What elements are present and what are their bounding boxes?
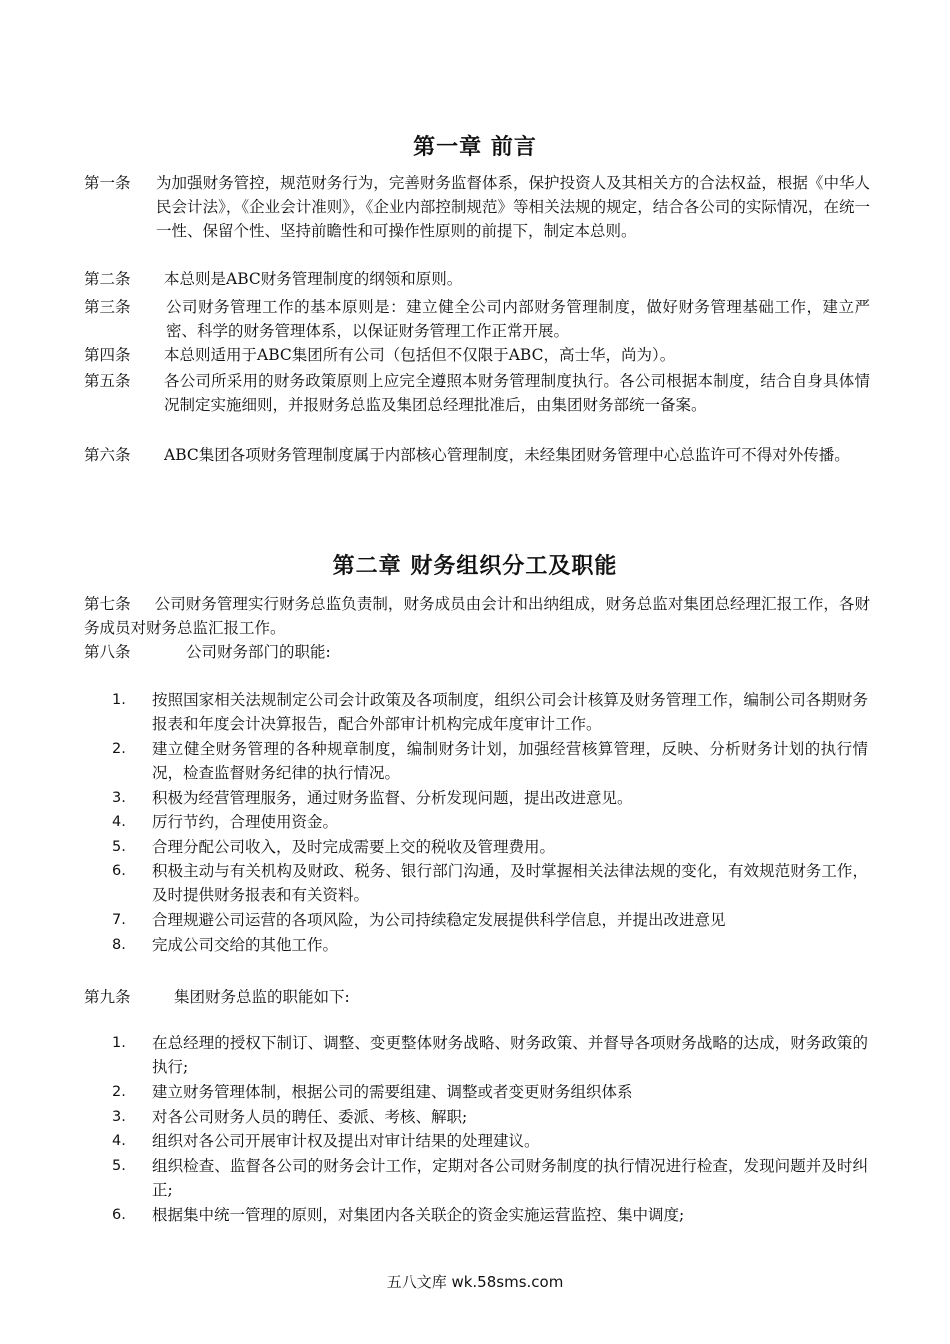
article-8 <box>84 640 870 664</box>
article-6 <box>84 443 870 467</box>
list-item <box>112 1105 868 1129</box>
list-item <box>112 1031 868 1079</box>
list-text: 积极主动与有关机构及财政、税务、银行部门沟通，及时掌握相关法律法规的变化，有效规范财务工作，及时提供财务报表和有关资料。 <box>152 862 868 904</box>
list-text: 厉行节约，合理使用资金。 <box>152 813 339 831</box>
article-5 <box>84 369 870 417</box>
footer-watermark: 五八文库 wk.58sms.com <box>386 1273 564 1291</box>
article-text: ABC集团各项财务管理制度属于内部核心管理制度，未经集团财务管理中心总监许可不得对外传播。 <box>164 446 850 464</box>
list-number: 5. <box>112 1158 126 1174</box>
list-text: 组织对各公司开展审计权及提出对审计结果的处理建议。 <box>152 1132 540 1150</box>
list-number: 1. <box>112 1035 126 1051</box>
list-text: 建立财务管理体制，根据公司的需要组建、调整或者变更财务组织体系 <box>152 1083 633 1101</box>
article-text: 为加强财务管控，规范财务行为，完善财务监督体系，保护投资人及其相关方的合法权益，根据《中华人民会计法》，《企业会计准则》，《企业内部控制规范》等相关法规的规定，结合各公司的实际情况，在统一一性、保留个性、坚持前瞻性和可操作性原则的前提下，制定本总则。 <box>156 174 870 240</box>
list-text: 积极为经营管理服务，通过财务监督、分析发现问题，提出改进意见。 <box>152 789 633 807</box>
list-item <box>112 835 868 859</box>
list-item <box>112 908 868 932</box>
list-text: 在总经理的授权下制订、调整、变更整体财务战略、财务政策、并督导各项财务战略的达成，财务政策的执行; <box>152 1034 868 1076</box>
list-number: 7. <box>112 912 126 928</box>
article-text: 公司财务管理实行财务总监负责制，财务成员由会计和出纳组成，财务总监对集团总经理汇报工作，各财务成员对财务总监汇报工作。 <box>84 595 870 637</box>
article-label: 第一条 <box>84 174 131 192</box>
list-number: 4. <box>112 814 126 830</box>
article-label: 第二条 <box>84 270 131 288</box>
article-text: 各公司所采用的财务政策原则上应完全遵照本财务管理制度执行。各公司根据本制度，结合自身具体情况制定实施细则，并报财务总监及集团总经理批准后，由集团财务部统一备案。 <box>164 372 870 414</box>
chapter-2-title: 第二章 财务组织分工及职能 <box>332 554 618 579</box>
article-text: 本总则适用于ABC集团所有公司（包括但不仅限于ABC，高士华，尚为）。 <box>164 346 676 364</box>
list-text: 对各公司财务人员的聘任、委派、考核、解职; <box>152 1108 468 1126</box>
list-text: 根据集中统一管理的原则，对集团内各关联企的资金实施运营监控、集中调度; <box>152 1206 685 1224</box>
list-number: 6. <box>112 1207 126 1223</box>
list-text: 按照国家相关法规制定公司会计政策及各项制度，组织公司会计核算及财务管理工作，编制公司各期财务报表和年度会计决算报告，配合外部审计机构完成年度审计工作。 <box>152 691 868 733</box>
article-text: 集团财务总监的职能如下: <box>174 988 350 1006</box>
article-7 <box>84 592 870 640</box>
article-label: 第五条 <box>84 372 131 390</box>
list-item <box>112 1080 868 1104</box>
article-label: 第七条 <box>84 595 131 613</box>
list-item <box>112 1154 868 1202</box>
article-label: 第四条 <box>84 346 131 364</box>
list-item <box>112 1203 868 1227</box>
list-item <box>112 688 868 736</box>
list-text: 建立健全财务管理的各种规章制度，编制财务计划，加强经营核算管理，反映、分析财务计划的执行情况，检查监督财务纪律的执行情况。 <box>152 740 868 782</box>
list-text: 合理规避公司运营的各项风险，为公司持续稳定发展提供科学信息，并提出改进意见 <box>152 911 726 929</box>
article-text: 公司财务管理工作的基本原则是：建立健全公司内部财务管理制度，做好财务管理基础工作，建立严密、科学的财务管理体系，以保证财务管理工作正常开展。 <box>166 298 870 340</box>
chapter-1-title: 第一章 前言 <box>413 135 537 160</box>
article-9 <box>84 985 870 1009</box>
list-number: 4. <box>112 1133 126 1149</box>
article-2 <box>84 267 870 291</box>
list-text: 组织检查、监督各公司的财务会计工作，定期对各公司财务制度的执行情况进行检查，发现问题并及时纠正; <box>152 1157 868 1199</box>
list-text: 合理分配公司收入，及时完成需要上交的税收及管理费用。 <box>152 838 556 856</box>
article-4 <box>84 343 870 367</box>
list-number: 1. <box>112 692 126 708</box>
list-item <box>112 933 868 957</box>
list-text: 完成公司交给的其他工作。 <box>152 936 339 954</box>
list-item <box>112 859 868 907</box>
list-number: 5. <box>112 839 126 855</box>
article-text: 本总则是ABC财务管理制度的纲领和原则。 <box>164 270 463 288</box>
article-3 <box>84 295 870 343</box>
list-number: 3. <box>112 1109 126 1125</box>
article-1 <box>84 171 870 243</box>
list-number: 2. <box>112 741 126 757</box>
article-label: 第八条 <box>84 643 131 661</box>
list-item <box>112 1129 868 1153</box>
article-text: 公司财务部门的职能: <box>186 643 331 661</box>
list-number: 8. <box>112 937 126 953</box>
list-item <box>112 810 868 834</box>
article-label: 第三条 <box>84 298 131 316</box>
list-number: 6. <box>112 863 126 879</box>
list-number: 2. <box>112 1084 126 1100</box>
list-item <box>112 737 868 785</box>
list-item <box>112 786 868 810</box>
article-label: 第九条 <box>84 988 131 1006</box>
list-number: 3. <box>112 790 126 806</box>
article-label: 第六条 <box>84 446 131 464</box>
